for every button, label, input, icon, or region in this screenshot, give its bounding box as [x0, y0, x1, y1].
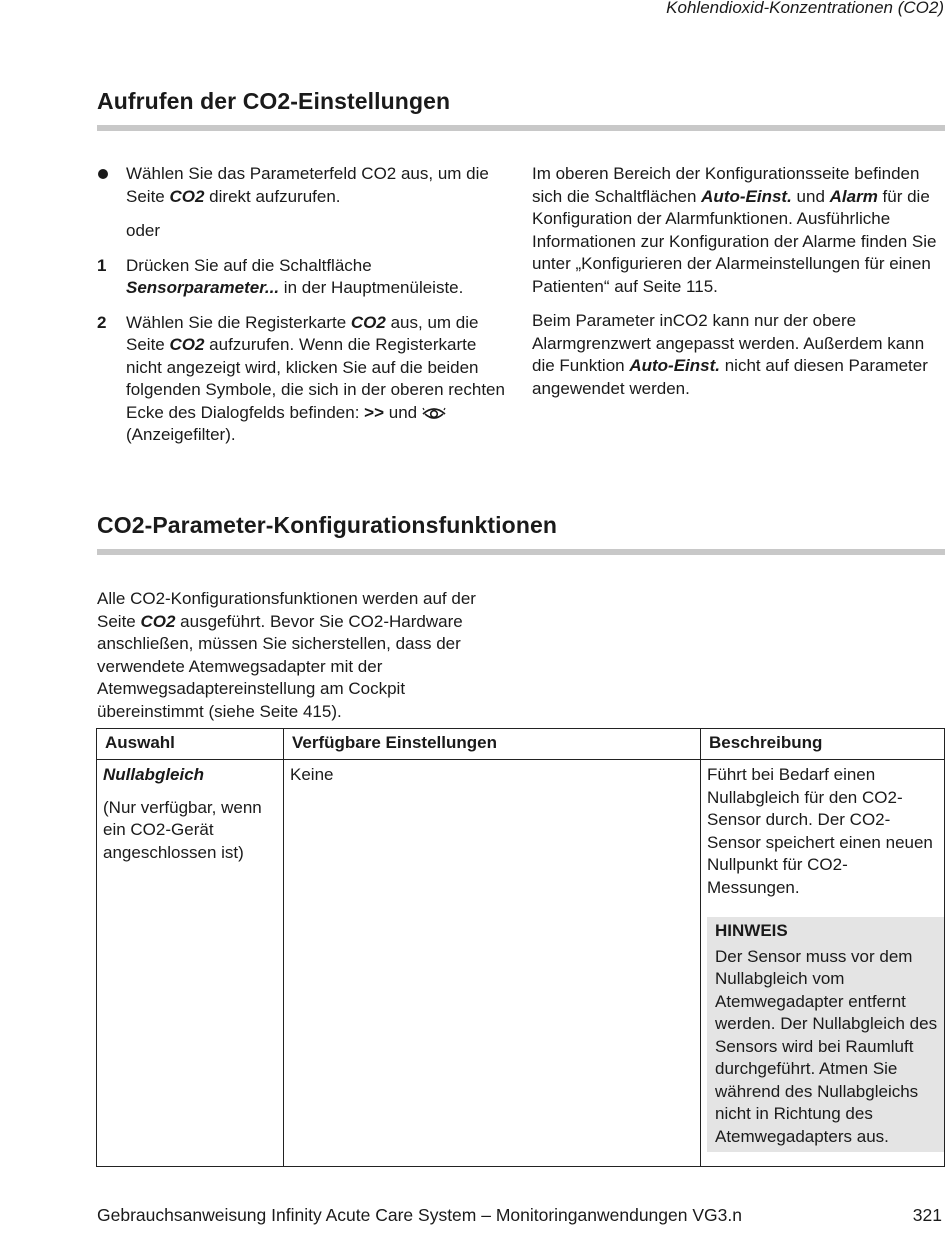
note-box	[707, 917, 944, 1152]
page-number: 321	[912, 1205, 942, 1225]
section-divider	[97, 549, 945, 555]
section-title-co2-config: CO2-Parameter-Konfigurationsfunktionen	[97, 512, 558, 538]
bullet-icon	[98, 169, 108, 179]
bullet-item: Wählen Sie das Parameterfeld CO2 aus, um die Seite CO2 direkt aufzurufen.	[97, 163, 509, 208]
section-divider	[97, 125, 945, 131]
header-description: Beschreibung	[701, 729, 945, 760]
table-row	[97, 760, 945, 1167]
settings-cell: Keine	[284, 760, 701, 1167]
table-header-row	[97, 729, 945, 760]
left-column	[97, 163, 509, 459]
double-chevron-icon: >>	[364, 402, 385, 422]
step-1: 1 Drücken Sie auf die Schaltfläche Sensorparameter... in der Hauptmenüleiste.	[97, 255, 464, 297]
selection-cell	[97, 760, 284, 1167]
note-title: HINWEIS	[715, 921, 788, 940]
or-text: oder	[126, 221, 161, 240]
selection-note: (Nur verfügbar, wenn ein CO2-Gerät angeschlossen ist)	[103, 797, 262, 862]
right-column	[532, 163, 944, 412]
description-text: Führt bei Bedarf einen Nullabgleich für den CO2-Sensor durch. Der CO2-Sensor speichert einen neuen Nullpunkt für CO2-Messungen.	[707, 765, 933, 897]
footer-text: Gebrauchsanweisung Infinity Acute Care System – Monitoringanwendungen VG3.n	[97, 1205, 742, 1225]
step-number: 2	[97, 312, 107, 332]
header-selection: Auswahl	[97, 729, 284, 760]
eye-icon	[422, 405, 446, 421]
section-title-co2-settings: Aufrufen der CO2-Einstellungen	[97, 88, 451, 114]
description-cell	[701, 760, 945, 1167]
step-2: 2 Wählen Sie die Registerkarte CO2 aus, um die Seite CO2 aufzurufen. Wenn die Registerkarte nicht angezeigt wird, klicken Sie auf die beiden folgenden Symbole, die sich in der oberen rechten Ecke des Dialogfelds befinden: >> und (Anzeigefilter).	[97, 312, 505, 444]
header-settings: Verfügbare Einstellungen	[284, 729, 701, 760]
intro-paragraph: Alle CO2-Konfigurationsfunktionen werden auf der Seite CO2 ausgeführt. Bevor Sie CO2-Hardware anschließen, müssen Sie sicherstellen, dass der verwendete Atemwegsadapter mit der Atemwegsadaptereinstellung am Cockpit übereinstimmt (siehe Seite 415).	[97, 589, 476, 721]
note-text: Der Sensor muss vor dem Nullabgleich vom Atemwegadapter entfernt werden. Der Nullabgleich des Sensors wird bei Raumluft durchgeführt. Atmen Sie während des Nullabgleichs nicht in Richtung des Atemwegadapters aus.	[715, 946, 938, 1146]
running-header: Kohlendioxid-Konzentrationen (CO2)	[666, 0, 944, 17]
auto-alarm-paragraph: Im oberen Bereich der Konfigurationsseite befinden sich die Schaltflächen Auto-Einst. und Alarm für die Konfiguration der Alarmfunktionen. Ausführliche Informationen zur Konfiguration der Alarme finden Sie unter „Konfigurieren der Alarmeinstellungen für einen Patienten“ auf Seite 115.	[532, 164, 937, 296]
config-table	[96, 728, 945, 1167]
inco2-paragraph: Beim Parameter inCO2 kann nur der obere Alarmgrenzwert angepasst werden. Außerdem kann die Funktion Auto-Einst. nicht auf diesen Parameter angewendet werden.	[532, 311, 928, 398]
selection-name: Nullabgleich	[103, 765, 205, 784]
step-number: 1	[97, 255, 107, 275]
